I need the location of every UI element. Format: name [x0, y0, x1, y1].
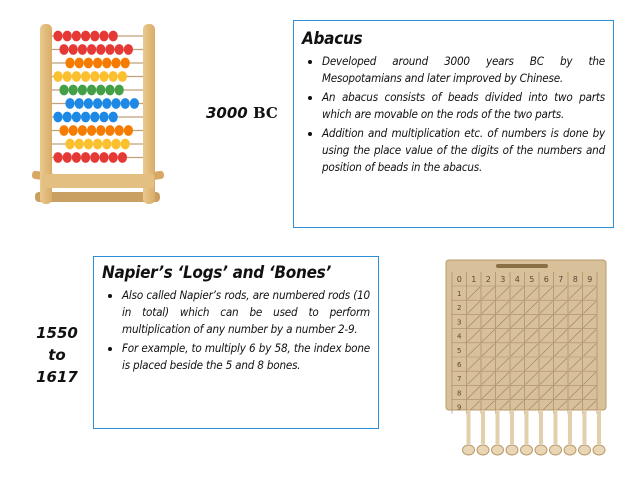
abacus-bead: [84, 139, 93, 150]
abacus-bead: [81, 152, 90, 163]
bone-peg-knob: [477, 445, 489, 455]
napier-bones-image: [440, 256, 610, 466]
abacus-title: Abacus: [302, 29, 363, 49]
abacus-bead: [105, 85, 114, 96]
abacus-bead: [118, 71, 127, 82]
abacus-bead: [93, 98, 102, 109]
bone-peg-knob: [564, 445, 576, 455]
abacus-bullet: • An abacus consists of beads divided into two parts which are movable on the rods of the two parts.: [322, 89, 605, 123]
abacus-bead: [102, 139, 111, 150]
bone-peg: [467, 410, 471, 444]
board-header-digit: 7: [558, 275, 564, 284]
abacus-bead: [72, 112, 81, 123]
era-line: to: [48, 346, 66, 364]
bone-peg-knob: [535, 445, 547, 455]
abacus-bead: [87, 125, 96, 136]
abacus-bead: [63, 112, 72, 123]
abacus-bead: [59, 125, 68, 136]
board-index-digit: 5: [457, 346, 462, 355]
napier-info-box: [93, 256, 379, 429]
bone-peg-knob: [550, 445, 562, 455]
abacus-bead: [84, 98, 93, 109]
abacus-bead: [65, 58, 74, 69]
abacus-bead: [90, 71, 99, 82]
abacus-bead: [124, 125, 133, 136]
bone-peg: [554, 410, 558, 444]
abacus-bead: [53, 112, 62, 123]
board-index-digit: 6: [457, 361, 462, 369]
abacus-bead: [109, 112, 118, 123]
era-label-3000bc: [206, 104, 278, 122]
board-index-digit: 9: [457, 403, 462, 412]
abacus-bead: [78, 85, 87, 96]
abacus-bead: [121, 58, 130, 69]
abacus-bead: [65, 98, 74, 109]
abacus-bead: [69, 85, 78, 96]
abacus-bead: [96, 85, 105, 96]
abacus-bead: [87, 85, 96, 96]
abacus-bead: [81, 31, 90, 42]
abacus-info-box: [293, 20, 614, 228]
abacus-bullets: [302, 53, 605, 176]
abacus-bead: [102, 98, 111, 109]
board-header-digit: 8: [572, 275, 578, 284]
abacus-bead: [115, 85, 124, 96]
era-line: 1550: [36, 324, 78, 342]
bone-peg: [510, 410, 514, 444]
abacus-bullet: • Developed around 3000 years BC by the Mesopotamians and later improved by Chinese.: [322, 53, 605, 87]
bone-peg: [481, 410, 485, 444]
board-header-digit: 3: [500, 275, 506, 284]
abacus-bead: [105, 125, 114, 136]
board-header-digit: 1: [471, 275, 477, 284]
abacus-bead: [63, 31, 72, 42]
bone-peg: [539, 410, 543, 444]
era-line: 1617: [36, 368, 78, 386]
abacus-bead: [121, 98, 130, 109]
abacus-bead: [72, 31, 81, 42]
abacus-bead: [90, 31, 99, 42]
board-header-digit: 2: [485, 275, 491, 284]
abacus-bead: [72, 71, 81, 82]
abacus-bead: [53, 71, 62, 82]
abacus-bead: [75, 98, 84, 109]
abacus-bead: [53, 152, 62, 163]
bone-peg: [525, 410, 529, 444]
abacus-bead: [59, 85, 68, 96]
bone-peg: [597, 410, 601, 444]
abacus-bead: [87, 44, 96, 55]
bone-peg-knob: [506, 445, 518, 455]
abacus-bead: [96, 44, 105, 55]
bone-peg-knob: [492, 445, 504, 455]
board-header-digit: 5: [529, 275, 535, 284]
abacus-bead: [105, 44, 114, 55]
board-index-digit: 2: [457, 304, 462, 313]
abacus-image: [30, 22, 165, 212]
bone-peg-knob: [463, 445, 475, 455]
abacus-bead: [99, 152, 108, 163]
abacus-bead: [81, 71, 90, 82]
abacus-bead: [109, 152, 118, 163]
abacus-bullet: • Addition and multiplication etc. of numbers is done by using the place value of the digits of the numbers and position of beads in the abacus.: [322, 125, 605, 176]
napier-bullets: [102, 287, 370, 374]
napier-bullet: • For example, to multiply 6 by 58, the index bone is placed beside the 5 and 8 bones.: [122, 340, 370, 374]
abacus-bead: [63, 152, 72, 163]
board-header-digit: 9: [587, 275, 593, 284]
abacus-bead: [121, 139, 130, 150]
abacus-bead: [93, 139, 102, 150]
abacus-bead: [102, 58, 111, 69]
abacus-bead: [90, 112, 99, 123]
abacus-bead: [90, 152, 99, 163]
abacus-bead: [115, 44, 124, 55]
bone-peg-knob: [579, 445, 591, 455]
bone-peg-knob: [593, 445, 605, 455]
abacus-bead: [75, 139, 84, 150]
abacus-bead: [99, 71, 108, 82]
board-header-digit: 0: [456, 275, 462, 284]
abacus-bead: [81, 112, 90, 123]
abacus-bead: [63, 71, 72, 82]
abacus-bead: [72, 152, 81, 163]
era-bc: BC: [247, 104, 278, 122]
abacus-bead: [99, 31, 108, 42]
abacus-bead: [99, 112, 108, 123]
era-year: 3000: [206, 104, 248, 122]
napier-title: Napier’s ‘Logs’ and ‘Bones’: [102, 263, 331, 283]
board-index-digit: 8: [457, 389, 462, 398]
bone-peg-knob: [521, 445, 533, 455]
abacus-bead: [96, 125, 105, 136]
abacus-bead: [53, 31, 62, 42]
bone-peg: [583, 410, 587, 444]
abacus-bead: [111, 58, 120, 69]
abacus-bead: [93, 58, 102, 69]
board-header-digit: 4: [514, 275, 520, 284]
board-index-digit: 4: [457, 332, 462, 341]
abacus-bead: [75, 58, 84, 69]
bone-peg: [568, 410, 572, 444]
board-index-digit: 3: [457, 318, 462, 327]
abacus-bead: [111, 139, 120, 150]
abacus-bead: [130, 98, 139, 109]
abacus-bead: [115, 125, 124, 136]
board-header-digit: 6: [543, 275, 549, 284]
abacus-bead: [78, 44, 87, 55]
board-index-digit: 7: [457, 375, 462, 384]
bone-peg: [496, 410, 500, 444]
napier-bullet: • Also called Napier’s rods, are numbered rods (10 in total) which can be used to perform multiplication of any number by a number 2-9.: [122, 287, 370, 338]
abacus-bead: [109, 31, 118, 42]
abacus-bead: [65, 139, 74, 150]
abacus-bead: [59, 44, 68, 55]
abacus-bead: [84, 58, 93, 69]
abacus-bead: [111, 98, 120, 109]
abacus-bead: [69, 44, 78, 55]
abacus-bead: [69, 125, 78, 136]
era-label-1550-1617: [32, 322, 82, 388]
abacus-bead: [109, 71, 118, 82]
abacus-bead: [78, 125, 87, 136]
abacus-bead: [118, 152, 127, 163]
abacus-bead: [124, 44, 133, 55]
board-index-digit: 1: [457, 290, 462, 298]
